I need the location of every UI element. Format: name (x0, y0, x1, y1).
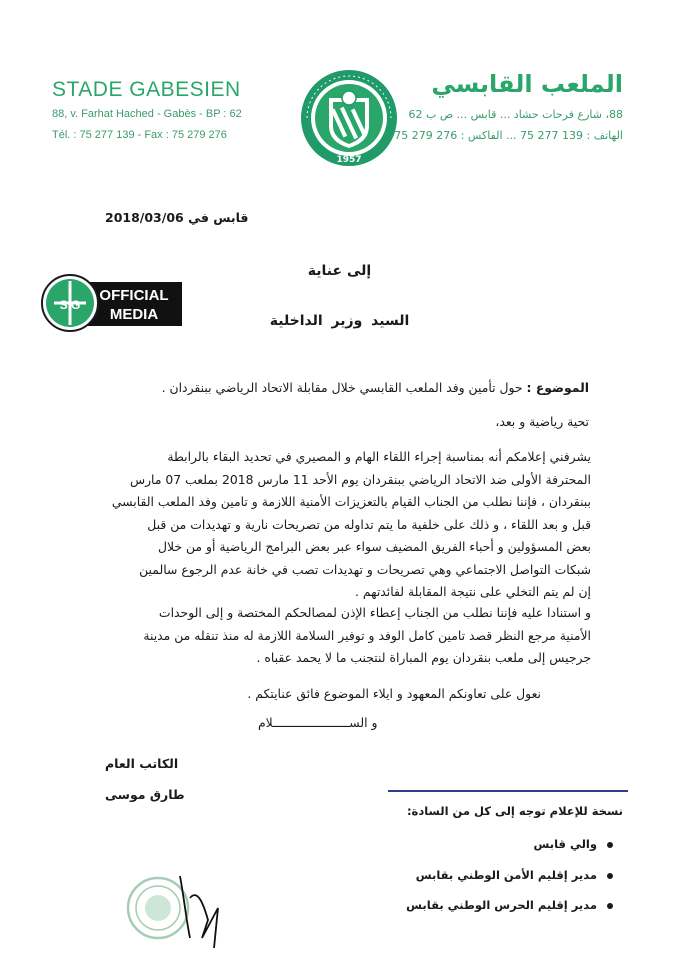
letter-date: قابس في 2018/03/06 (105, 210, 249, 225)
paragraph-line: يشرفني إعلامكم أنه بمناسبة إجراء اللقاء الهام و المصيري في تحديد البقاء بالرابطة (167, 449, 591, 464)
bullet-icon (607, 903, 613, 909)
badge-initials: S.G (59, 298, 81, 312)
paragraph-line: جرجيس إلى ملعب بنقردان يوم المباراة لنتجنب ما لا يحمد عقباه . (256, 650, 591, 665)
subject-text: حول تأمين وفد الملعب القابسي خلال مقابلة الاتحاد الرياضي ببنقردان . (161, 380, 523, 395)
paragraph-line: المحترفة الأولى ضد الاتحاد الرياضي ببنقردان يوم الأحد 11 مارس 2018 بملعب 07 مارس (129, 471, 591, 487)
paragraph-line: بعض المسؤولين و أحباء الفريق المضيف سواء عبر بعض البرامج الرياضية أو من خلال (157, 539, 591, 554)
logo-year: 1957 (336, 155, 362, 165)
subject (49, 377, 589, 400)
greeting: تحية رياضية و بعد، (495, 414, 589, 429)
list-item: والي قابس (534, 837, 613, 851)
arabic-phone-fax: الهاتف : 139 277 75 ... الفاكس : 276 279 75 (394, 129, 623, 142)
copies-heading: نسخة للإعلام توجه إلى كل من السادة: (406, 804, 623, 818)
paragraph-line: قبل و بعد اللقاء ، و ذلك على خلفية ما يتم تداوله من تصريحات نارية و تهديدات من قبل (147, 516, 591, 532)
badge-line1: OFFICIAL (99, 287, 169, 304)
paragraph-line: الأمنية مرجع النظر قصد تامين كامل الوفد و توفير السلامة اللازمة له منذ تنقله من مدينة (143, 627, 591, 643)
paragraph-line: شبكات التواصل الاجتماعي وهي تصريحات و تهديدات تصب في خانة عدم الرجوع سالمين (139, 561, 591, 577)
closing-request: نعول على تعاونكم المعهود و ايلاء الموضوع فائق عنايتكم . (247, 686, 541, 701)
list-item: مدير إقليم الأمن الوطني بقابس (416, 868, 613, 882)
salutation: و الســـــــــــــــــــــلام (258, 715, 378, 730)
body-paragraph-2 (91, 602, 591, 670)
paragraph-line: ببنقردان ، فإننا نطلب من الجناب القيام بالتعزيزات الأمنية اللازمة و تامين وفد الملعب القابسي (111, 494, 591, 509)
club-logo (299, 68, 399, 172)
arabic-address: 88، شارع فرحات حشاد ... قابس ... ص ب 62 (408, 108, 623, 121)
subject-label: الموضوع : (526, 380, 589, 395)
club-stamp (120, 858, 250, 962)
latin-address: 88, v. Farhat Hached - Gabès - BP : 62 (52, 108, 242, 120)
paragraph-line: و استنادا عليه فإننا نطلب من الجناب إعطاء الإذن لمصالحكم المختصة و إلى الوحدات (158, 605, 591, 620)
bullet-icon (607, 842, 613, 848)
recipient-line1: إلى عناية (307, 263, 372, 279)
latin-club-name: STADE GABESIEN (52, 78, 241, 101)
signer-title: الكاتب العام (105, 756, 179, 771)
copies-divider (388, 790, 628, 792)
bullet-icon (607, 873, 613, 879)
arabic-club-name: الملعب القابسي (431, 70, 623, 98)
body-paragraph-1 (91, 446, 591, 604)
badge-line2: MEDIA (109, 306, 159, 323)
recipient-line2: السيد وزير الداخلية (269, 313, 410, 329)
latin-phone-fax: Tél. : 75 277 139 - Fax : 75 279 276 (52, 129, 227, 141)
paragraph-line: إن لم يتم التخلي على نتيجة المقابلة لفائدتهم . (354, 584, 591, 599)
list-item: مدير إقليم الحرس الوطني بقابس (406, 898, 613, 912)
signer-name: طارق موسى (105, 787, 185, 802)
